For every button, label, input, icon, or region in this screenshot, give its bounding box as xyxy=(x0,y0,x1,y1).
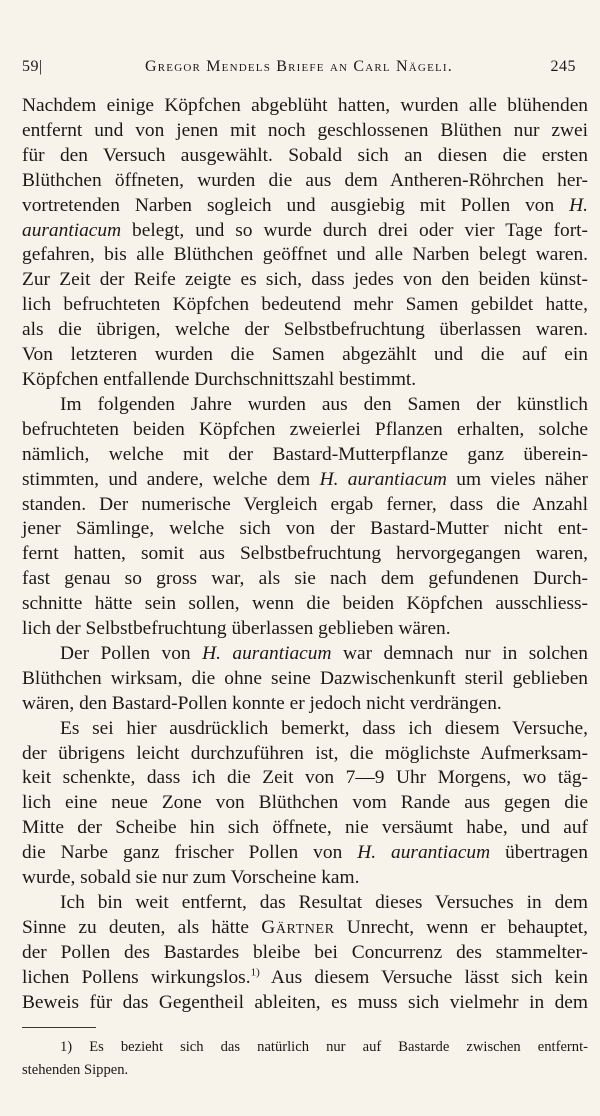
text-run: Nachdem einige Köpfchen abgeblüht hatten, wurden alle blühenden xyxy=(22,95,588,116)
text-line xyxy=(22,144,588,169)
text-line xyxy=(22,268,588,293)
text-line xyxy=(22,119,588,144)
text-line xyxy=(22,617,588,642)
text-run: um vieles näher xyxy=(446,468,588,490)
text-run: vortretenden Narben sogleich und ausgiebig mit Pollen von xyxy=(22,194,570,216)
body-text xyxy=(22,94,588,1016)
text-run: wären, den Bastard-Pollen konnte er jedoch nicht verdrängen. xyxy=(22,692,502,714)
text-run: der übrigens leicht durchzuführen ist, die möglichste Aufmerksam- xyxy=(22,742,588,764)
text-line xyxy=(22,343,588,368)
text-run: für den Versuch ausgewählt. Sobald sich an diesen die ersten xyxy=(22,144,588,166)
text-run: keit schenkte, dass ich die Zeit von 7—9 Uhr Morgens, wo täg- xyxy=(22,767,588,789)
text-line xyxy=(22,592,588,617)
text-line xyxy=(22,393,588,418)
text-run: jener Sämlinge, welche sich von der Bastard-Mutter nicht ent- xyxy=(22,518,588,540)
text-line xyxy=(22,293,588,318)
text-line xyxy=(22,219,588,244)
species-name: H. aurantiacum xyxy=(357,842,491,864)
text-line xyxy=(22,368,588,393)
text-run: lich befruchteten Köpfchen bedeutend mehr Samen gebildet hatte, xyxy=(22,294,588,316)
text-run: Von letzteren wurden die Samen abgezählt und die auf ein xyxy=(22,344,588,366)
text-line xyxy=(22,169,588,194)
text-line xyxy=(22,941,588,966)
text-run: Mitte der Scheibe hin sich öffnete, nie versäumt habe, und auf xyxy=(22,817,588,839)
text-line xyxy=(22,194,588,219)
text-run: war demnach nur in solchen xyxy=(331,642,588,664)
text-line xyxy=(22,841,588,866)
text-line xyxy=(22,916,588,941)
text-run: Ich bin weit entfernt, das Resultat dieses Versuches in dem xyxy=(60,892,588,913)
text-run: fast genau so gross war, als sie nach dem gefundenen Durch- xyxy=(22,568,588,590)
text-run: gefahren, bis alle Blüthchen geöffnet und alle Narben belegt waren. xyxy=(22,244,588,266)
paragraph xyxy=(22,94,588,393)
footnote xyxy=(22,1036,588,1082)
text-line xyxy=(22,418,588,443)
text-line xyxy=(22,816,588,841)
text-line xyxy=(22,517,588,542)
text-run: als die übrigen, welche der Selbstbefruchtung überlassen waren. xyxy=(22,319,588,341)
text-run: schnitte hätte sein sollen, wenn die beiden Köpfchen ausschliess- xyxy=(22,593,588,615)
text-run: fernt hatten, somit aus Selbstbefruchtung hervorgegangen waren, xyxy=(22,543,588,565)
text-run: Es sei hier ausdrücklich bemerkt, dass ich diesem Versuche, xyxy=(60,717,588,739)
text-run: Zur Zeit der Reife zeigte es sich, dass jedes von den beiden künst- xyxy=(22,269,588,291)
text-run: belegt, und so wurde durch drei oder vier Tage fort- xyxy=(121,219,588,241)
text-run: Beweis für das Gegentheil ableiten, es muss sich vielmehr in dem xyxy=(22,991,588,1013)
text-run: nämlich, welche mit der Bastard-Mutterpflanze ganz überein- xyxy=(22,443,588,465)
text-line xyxy=(22,542,588,567)
text-line xyxy=(22,891,588,916)
running-title: Gregor Mendels Briefe an Carl Nägeli. xyxy=(145,58,453,75)
text-run: Im folgenden Jahre wurden aus den Samen der künstlich xyxy=(60,393,588,415)
author-name: Gärtner xyxy=(261,916,335,938)
text-line xyxy=(22,443,588,468)
text-run: Aus diesem Versuche lässt sich kein xyxy=(259,966,588,988)
text-line xyxy=(22,742,588,767)
text-line xyxy=(22,667,588,692)
text-run: Blüthchen wirksam, die ohne seine Dazwischenkunft steril geblieben xyxy=(22,667,588,689)
text-line xyxy=(22,692,588,717)
paragraph xyxy=(22,393,588,642)
text-run: der Pollen des Bastardes bleibe bei Concurrenz des stammelter- xyxy=(22,941,588,963)
species-name: aurantiacum xyxy=(22,219,122,241)
page-number: 245 xyxy=(550,58,576,75)
text-run: Sinne zu deuten, als hätte xyxy=(22,916,262,938)
text-run: lichen Pollens wirkungslos. xyxy=(22,966,251,988)
text-run: Unrecht, wenn er behauptet, xyxy=(334,916,588,938)
paragraph xyxy=(22,891,588,1016)
paragraph xyxy=(22,717,588,891)
species-name: H. aurantiacum xyxy=(319,468,447,490)
paragraph xyxy=(22,642,588,717)
text-run: wurde, sobald sie nur zum Vorscheine kam. xyxy=(22,867,360,889)
text-run: Blüthchen öffneten, wurden die aus dem Antheren-Röhrchen her- xyxy=(22,169,588,191)
text-run: befruchteten beiden Köpfchen zweierlei Pflanzen erhalten, solche xyxy=(22,418,588,440)
text-line xyxy=(22,318,588,343)
text-line xyxy=(22,493,588,518)
text-line xyxy=(22,642,588,667)
text-run: standen. Der numerische Vergleich ergab ferner, dass die Anzahl xyxy=(22,493,588,515)
text-run: Der Pollen von xyxy=(60,642,203,664)
text-line xyxy=(22,243,588,268)
text-run: übertragen xyxy=(490,842,588,864)
text-run: entfernt und von jenen mit noch geschlossenen Blüthen nur zwei xyxy=(22,119,588,141)
species-name: H. aurantiacum xyxy=(202,642,332,664)
footnote-line: stehenden Sippen. xyxy=(22,1062,129,1078)
footnote-rule xyxy=(22,1027,96,1028)
species-name: H. xyxy=(569,194,588,216)
text-run: Köpfchen entfallende Durchschnittszahl bestimmt. xyxy=(22,368,417,390)
text-run: lich eine neue Zone von Blüthchen vom Rande aus gegen die xyxy=(22,792,588,814)
text-line xyxy=(22,866,588,891)
text-run: stimmten, und andere, welche dem xyxy=(22,468,320,490)
text-line xyxy=(22,94,588,119)
signature-mark: 59| xyxy=(22,58,43,75)
footnote-marker: 1) xyxy=(250,966,260,979)
text-line xyxy=(22,717,588,742)
text-run: die Narbe ganz frischer Pollen von xyxy=(22,842,358,864)
text-line xyxy=(22,766,588,791)
text-line xyxy=(22,567,588,592)
text-line xyxy=(22,991,588,1016)
footnote-line: 1) Es bezieht sich das natürlich nur auf Bastarde zwischen entfernt- xyxy=(60,1039,588,1055)
text-line xyxy=(22,966,588,991)
text-line xyxy=(22,468,588,493)
text-run: lich der Selbstbefruchtung überlassen geblieben wären. xyxy=(22,618,451,640)
text-line xyxy=(22,791,588,816)
running-header xyxy=(22,58,576,82)
